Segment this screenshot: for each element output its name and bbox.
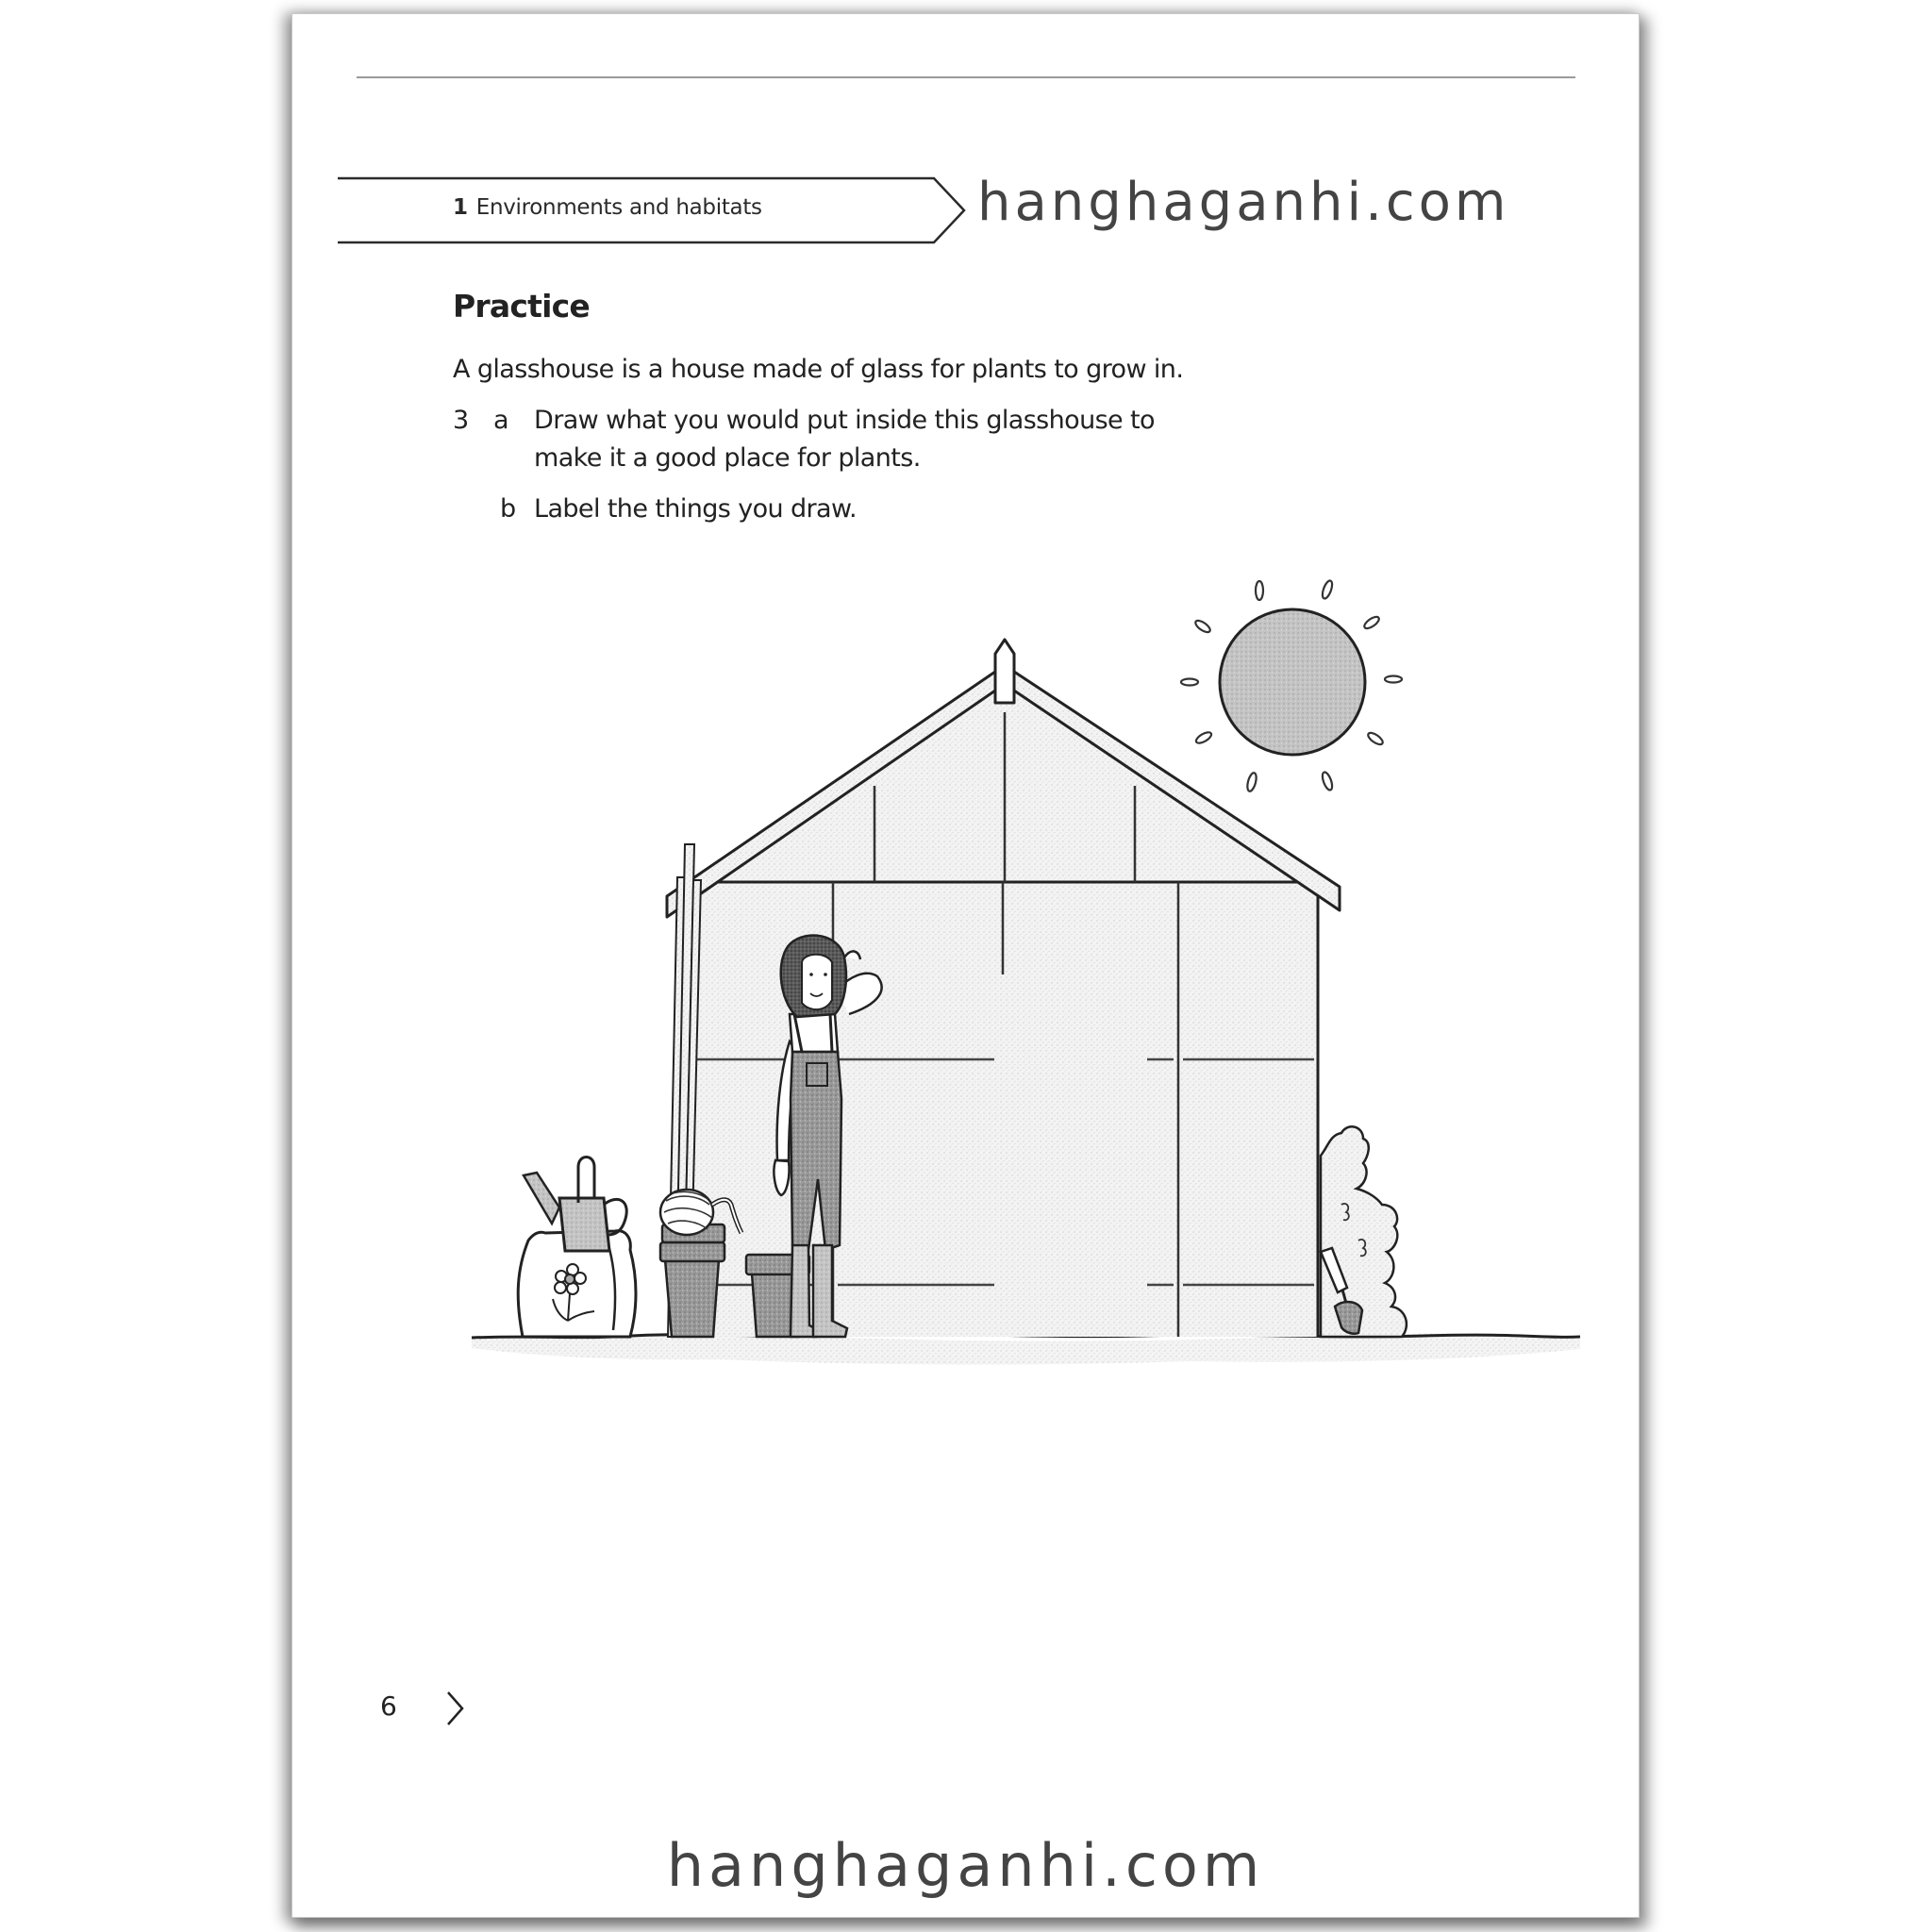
bush [1321,1126,1407,1337]
workbook-page [292,14,1639,1917]
question-part-a-letter: a [493,406,508,435]
page-number: 6 [380,1690,397,1722]
question-part-a-line-2: make it a good place for plants. [534,443,921,473]
chapter-title: Environments and habitats [475,195,762,220]
question-part-a-line-1: Draw what you would put inside this glasshouse to [534,406,1155,435]
top-rule-divider [357,76,1575,78]
sack-with-flower [518,1231,636,1337]
chapter-number: 1 [453,195,468,220]
question-number: 3 [453,406,469,435]
flower-pots [660,1224,809,1337]
watering-can [524,1158,626,1252]
watermark-top: hanghaganhi.com [977,172,1510,233]
question-part-b-letter: b [500,494,516,524]
question-part-b-text: Label the things you draw. [534,494,857,524]
chapter-label [453,195,762,220]
sun-icon [1181,579,1402,791]
ball-of-string [660,1190,741,1235]
gardener [774,936,881,1337]
intro-text: A glasshouse is a house made of glass for plants to grow in. [453,355,1184,384]
glasshouse [667,640,1340,1917]
bamboo-canes [668,844,701,1337]
trowel [1321,1248,1362,1334]
watermark-bottom: hanghaganhi.com [666,1831,1265,1900]
question-part-a-text [534,402,1155,477]
ground [472,1334,1580,1365]
section-heading: Practice [453,288,590,325]
chevron-right-icon[interactable] [445,1690,466,1727]
chapter-banner [338,176,975,244]
